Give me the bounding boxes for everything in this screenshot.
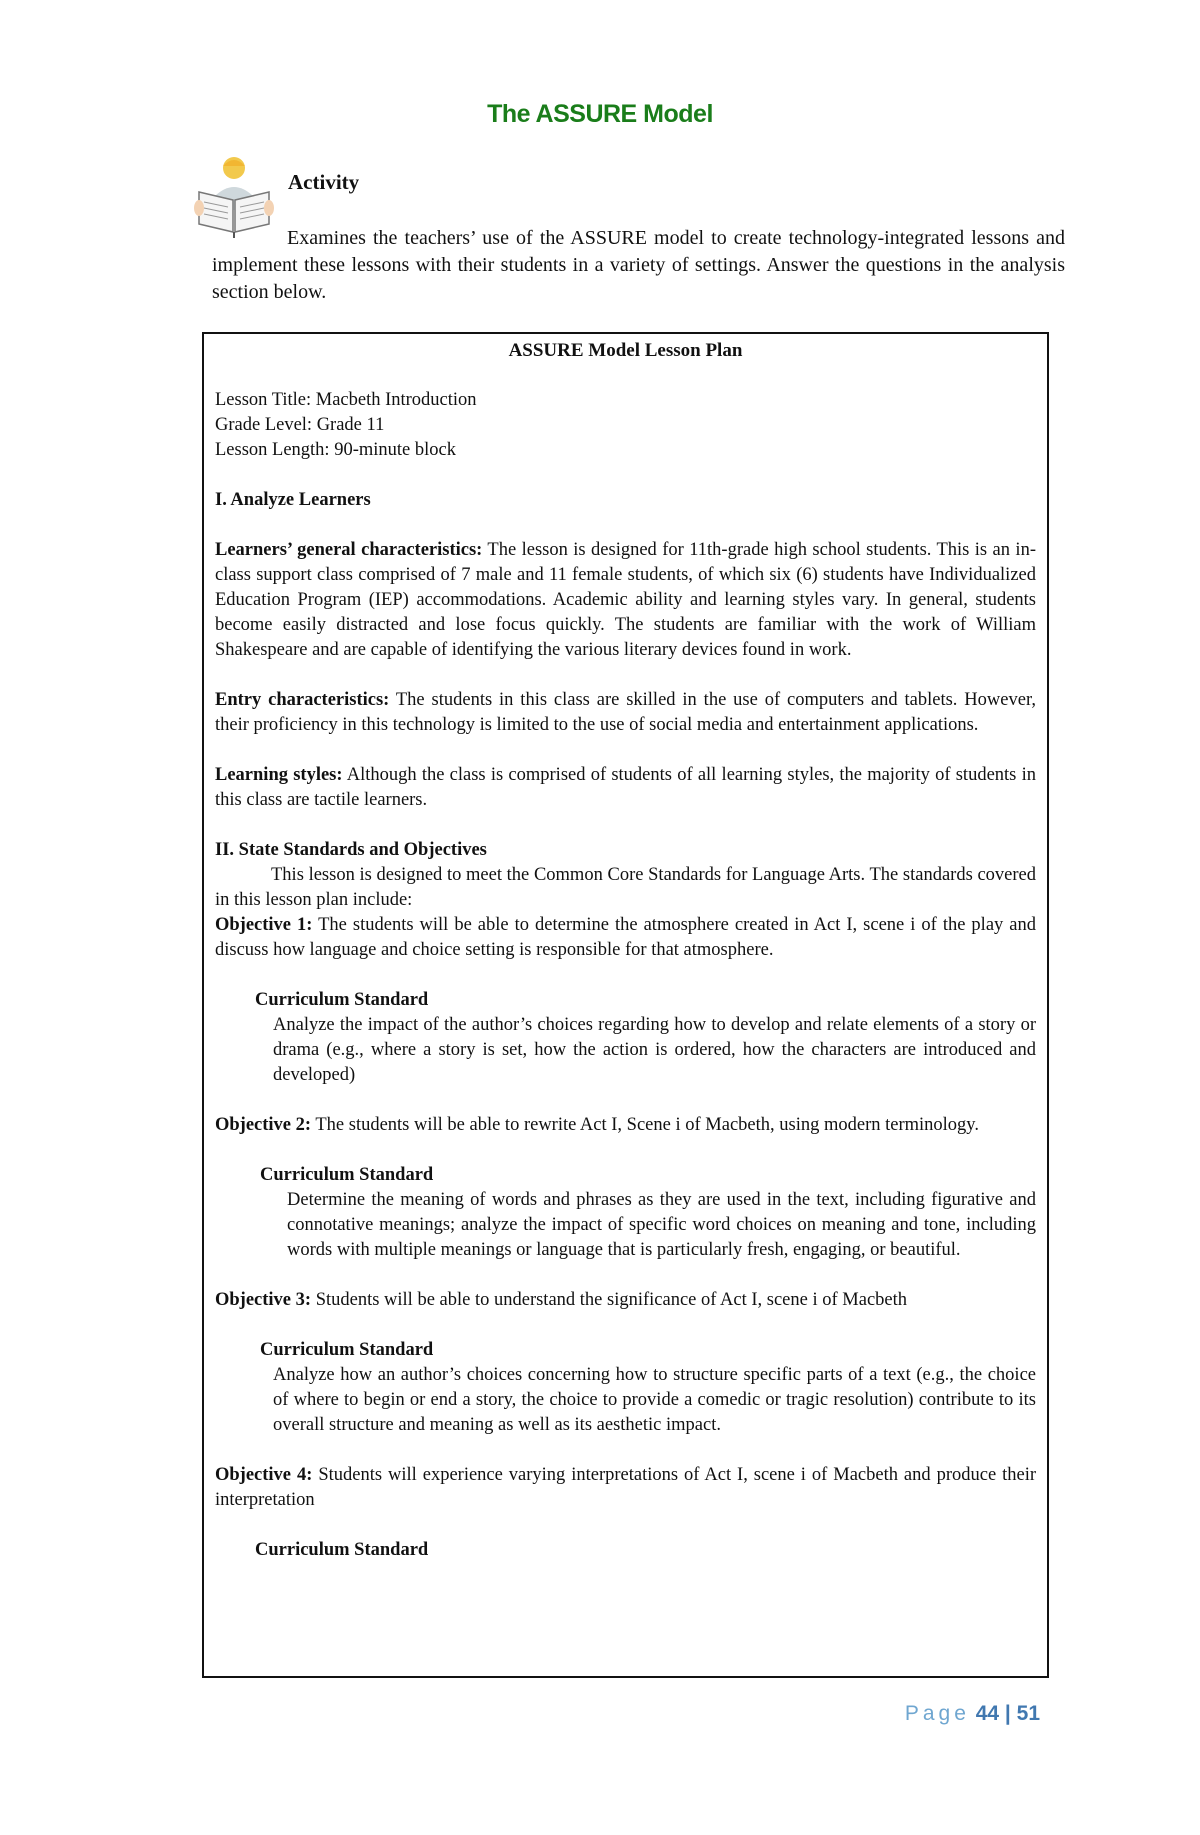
lesson-plan-title: ASSURE Model Lesson Plan: [508, 340, 743, 361]
grade-level: Grade Level: Grade 11: [215, 415, 385, 435]
objective-1-text: The students will be able to determine the atmosphere created in Act I, scene i of the play and discuss how language and choice setting is responsible for that atmosphere.: [215, 915, 1036, 960]
learning-styles-text: Although the class is comprised of students of all learning styles, the majority of students in this class are tactile learners.: [215, 765, 1036, 810]
section2-intro: This lesson is designed to meet the Common Core Standards for Language Arts. The standards covered in this lesson plan include:: [215, 865, 1036, 910]
objective-2-label: Objective 2:: [215, 1115, 312, 1135]
objective-4-label: Objective 4:: [215, 1465, 313, 1485]
general-characteristics-text: The lesson is designed for 11th-grade high school students. This is an in-class support class comprised of 7 male and 11 female students, of which six (6) students have Individualized Education Program (IEP) accommodations. Academic ability and learning styles vary. In general, students become easily distracted and lose focus quickly. The students are familiar with the work of William Shakespeare and are capable of identifying the various literary devices found in work.: [215, 540, 1036, 660]
curriculum-standard-2-text: Determine the meaning of words and phrases as they are used in the text, including figurative and connotative meanings; analyze the impact of specific word choices on meaning and tone, including words with multiple meanings or language that is particularly fresh, engaging, or beautiful.: [287, 1190, 1036, 1260]
lesson-title: Lesson Title: Macbeth Introduction: [215, 390, 477, 410]
entry-characteristics-label: Entry characteristics:: [215, 690, 390, 710]
objective-4-text: Students will experience varying interpretations of Act I, scene i of Macbeth and produce their interpretation: [215, 1465, 1037, 1510]
objective-2-text: The students will be able to rewrite Act I, Scene i of Macbeth, using modern terminology.: [311, 1115, 979, 1135]
objective-4: [215, 1463, 1036, 1513]
curriculum-standard-1-text: Analyze the impact of the author’s choices regarding how to develop and relate elements of a story or drama (e.g., where a story is set, how the action is ordered, how the characters are introduced and developed): [273, 1015, 1036, 1085]
section-analyze-learners: I. Analyze Learners: [215, 490, 371, 510]
activity-intro: Examines the teachers’ use of the ASSURE model to create technology-integrated lessons and implement these lessons with their students in a variety of settings. Answer the questions in the analysis section below.: [212, 227, 1065, 303]
curriculum-standard-3-label: Curriculum Standard: [260, 1340, 434, 1360]
lesson-plan-box: [202, 332, 1049, 1678]
general-characteristics: [215, 538, 1036, 663]
page-word: Page: [904, 1702, 970, 1725]
page-number: 44 | 51: [975, 1702, 1040, 1725]
learning-styles-label: Learning styles:: [215, 765, 343, 785]
entry-characteristics-text: The students in this class are skilled in the use of computers and tablets. However, their proficiency in this technology is limited to the use of social media and entertainment applications.: [215, 690, 1036, 735]
page-footer: [905, 1702, 1040, 1726]
learning-styles: [215, 763, 1036, 813]
page-title: The ASSURE Model: [487, 100, 713, 128]
activity-heading: Activity: [288, 170, 360, 194]
objective-2: [215, 1113, 1036, 1138]
objective-3-text: Students will be able to understand the significance of Act I, scene i of Macbeth: [311, 1290, 908, 1310]
general-characteristics-label: Learners’ general characteristics:: [215, 540, 483, 560]
entry-characteristics: [215, 688, 1036, 738]
section-standards-objectives: II. State Standards and Objectives: [215, 840, 487, 860]
objective-3: [215, 1288, 1036, 1313]
objective-1-label: Objective 1:: [215, 915, 313, 935]
curriculum-standard-1-label: Curriculum Standard: [255, 990, 429, 1010]
curriculum-standard-4-label: Curriculum Standard: [255, 1540, 429, 1560]
lesson-length: Lesson Length: 90-minute block: [215, 440, 456, 460]
curriculum-standard-3-text: Analyze how an author’s choices concerning how to structure specific parts of a text (e.g., the choice of where to begin or end a story, the choice to provide a comedic or tragic resolution) contribute to its overall structure and meaning as well as its aesthetic impact.: [273, 1365, 1036, 1435]
objective-3-label: Objective 3:: [215, 1290, 312, 1310]
curriculum-standard-2-label: Curriculum Standard: [260, 1165, 434, 1185]
objective-1: [215, 913, 1036, 963]
